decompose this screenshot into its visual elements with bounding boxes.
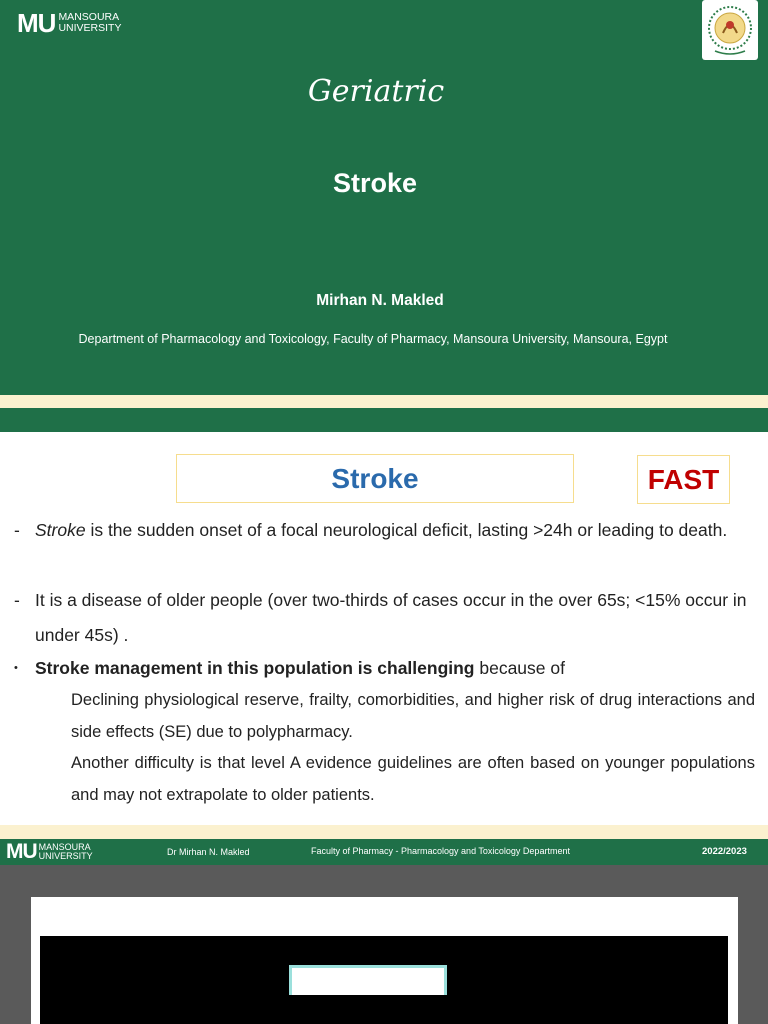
presentation-subtitle: Stroke <box>332 168 418 198</box>
logo-line-1: MANSOURA <box>58 11 120 23</box>
logo-mark: MU <box>17 8 56 38</box>
footer-logo-mark: MU <box>6 840 37 863</box>
footer-logo-text <box>39 843 93 862</box>
paragraph-management <box>35 651 765 686</box>
fast-badge <box>637 455 730 504</box>
title-slide <box>0 0 768 432</box>
author-affiliation: Department of Pharmacology and Toxicology, Faculty of Pharmacy, Mansoura University, Mansoura, Egypt <box>78 332 668 346</box>
logo-line-2: UNIVERSITY <box>58 22 122 34</box>
bullet-marker: - <box>14 520 20 540</box>
sub-point-reserve: Declining physiological reserve, frailty, comorbidities, and higher risk of drug interactions and side effects (SE) due to polypharmacy. <box>71 691 755 741</box>
slide-footer <box>0 839 768 865</box>
bullet-marker: - <box>14 590 20 610</box>
slide-title-box <box>176 454 574 503</box>
teal-box <box>289 965 447 995</box>
footer-author: Dr Mirhan N. Makled <box>167 847 250 857</box>
footer-logo-line-1: MANSOURA <box>38 841 91 852</box>
cream-divider <box>0 825 768 839</box>
next-slide-preview <box>31 897 738 1024</box>
content-slide <box>0 432 768 865</box>
presentation-title: Geriatric <box>307 74 445 109</box>
university-logo <box>17 10 121 36</box>
footer-year: 2022/2023 <box>702 846 747 857</box>
cream-divider <box>0 395 768 408</box>
management-bold: Stroke management in this population is challenging <box>35 658 475 678</box>
slide-title: Stroke <box>331 462 419 494</box>
footer-faculty: Faculty of Pharmacy - Pharmacology and Toxicology Department <box>311 846 570 856</box>
paragraph-epidemiology: It is a disease of older people (over two-thirds of cases occur in the over 65s; <15% occur in under 45s) . <box>35 590 747 645</box>
logo-text <box>58 12 121 34</box>
fast-label: FAST <box>647 463 720 495</box>
footer-logo <box>6 842 93 862</box>
faculty-seal-icon <box>702 0 758 60</box>
bullet-marker: • <box>14 662 18 674</box>
stroke-term: Stroke <box>35 520 86 540</box>
sub-point-guidelines: Another difficulty is that level A evidence guidelines are often based on younger populations and may not extrapolate to older patients. <box>71 754 755 804</box>
definition-text: is the sudden onset of a focal neurological deficit, lasting >24h or leading to death. <box>85 520 728 540</box>
author-name: Mirhan N. Makled <box>316 292 444 309</box>
footer-logo-line-2: UNIVERSITY <box>38 851 93 861</box>
management-rest: because of <box>474 658 565 678</box>
paragraph-definition <box>35 513 765 548</box>
